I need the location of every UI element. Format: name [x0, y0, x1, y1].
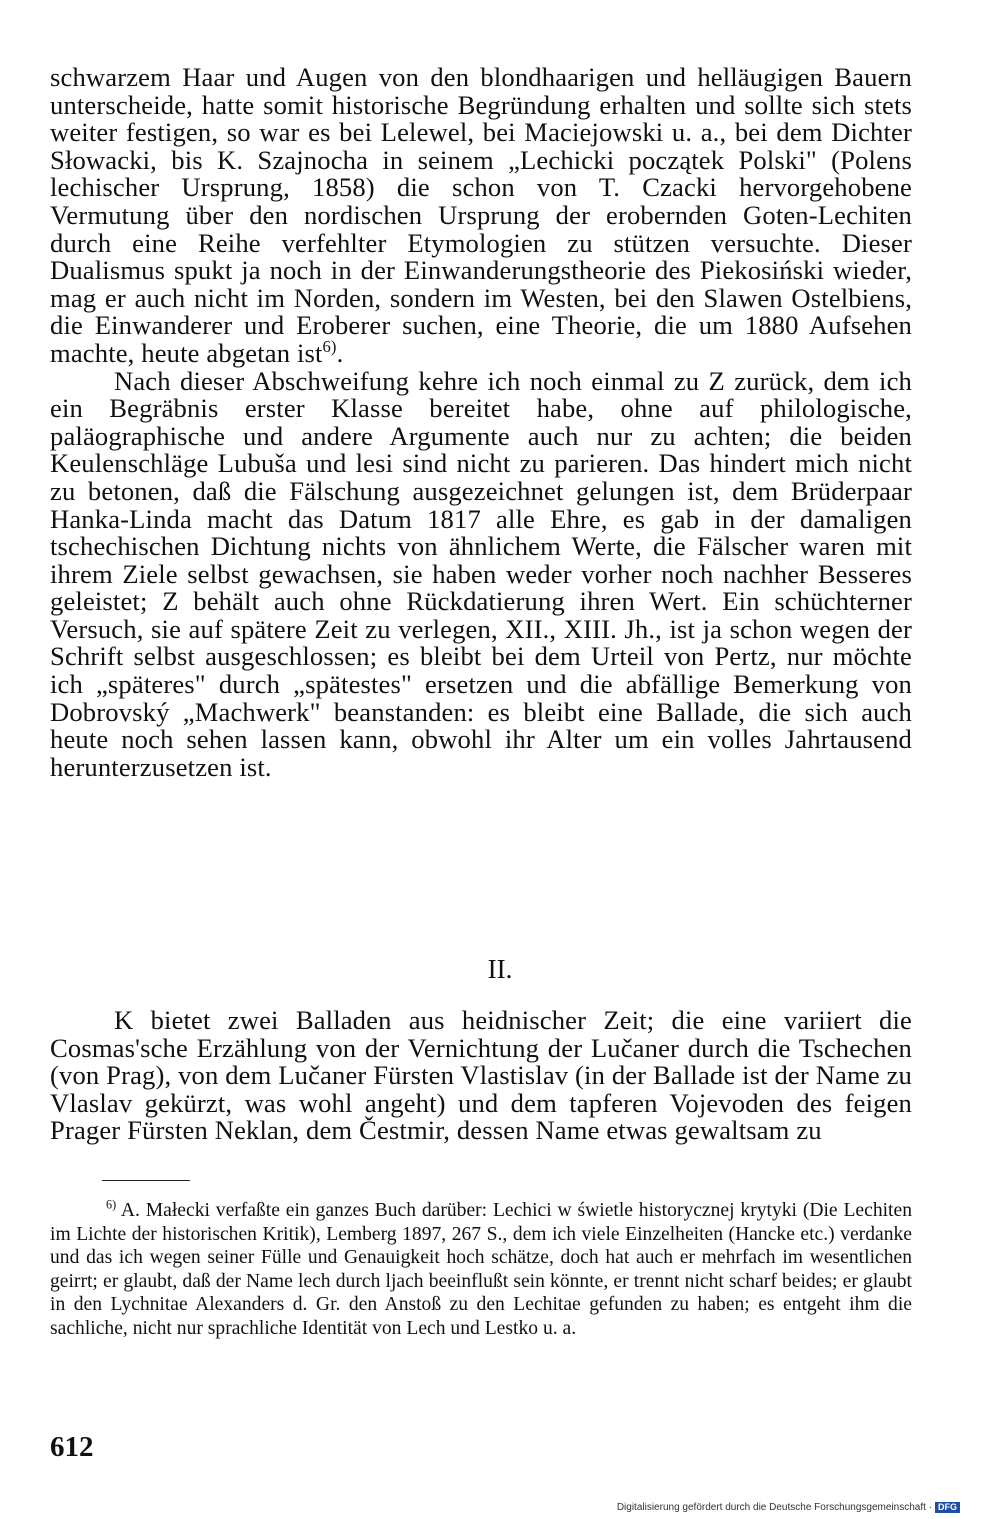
credit-text: Digitalisierung gefördert durch die Deutsche Forschungsgemeinschaft · [616, 1502, 932, 1514]
body-text-section-2 [50, 1007, 912, 1145]
paragraph-continuation [50, 64, 912, 368]
paragraph-section-2: K bietet zwei Balladen aus heidnischer Zeit; die eine variiert die Cosmas'sche Erzählung von der Vernichtung der Lučaner durch die Tschechen (von Prag), von dem Lučaner Fürsten Vlastislav (in der Ballade ist der Name zu Vlaslav gekürzt, was wohl angeht) und dem tapferen Vojevoden des feigen Prager Fürsten Neklan, dem Čestmir, dessen Name etwas gewaltsam zu [50, 1005, 912, 1146]
footnote-marker: 6) [106, 1197, 117, 1212]
footnote-text: A. Małecki verfaßte ein ganzes Buch darüber: Lechici w świetle historycznej krytyki (Die Lechiten im Lichte der historischen Kritik), Lemberg 1897, 267 S., dem ich viele Einzelheiten (Hancke etc.) verdanke und das ich wegen seiner Fülle und Genauigkeit hoch schätze, doch hat auch er mehrfach im wesentlichen geirrt; er glaubt, daß der Name lech durch ljach beeinflußt sein könnte, er trennt nicht scharf beides; er glaubt in den Lychnitae Alexanders d. Gr. den Anstoß zu den Lechitae gefunden zu haben; es entgeht ihm die sachliche, nicht nur sprachliche Identität von Lech und Lestko u. a. [50, 1200, 912, 1339]
sentence-end: . [336, 337, 344, 368]
digitization-credit [617, 1502, 960, 1514]
paragraph-continuation-text: schwarzem Haar und Augen von den blondhaarigen und helläugigen Bauern unterscheide, hatte somit historische Begründung erhalten und sollte sich stets weiter festigen, so war es bei Lelewel, bei Maciejowski u. a., bei dem Dichter Słowacki, bis K. Szajnocha in seinem „Lechicki początek Polski" (Polens lechischer Ursprung, 1858) die schon von T. Czacki hervorgehobene Vermutung über den nordischen Ursprung der erobernden Goten-Lechiten durch eine Reihe verfehlter Etymologien zu stützen versuchte. Dieser Dualismus spukt ja noch in der Einwanderungstheorie des Piekosiński wieder, mag er auch nicht im Norden, sondern im Westen, bei den Slawen Ostelbiens, die Einwanderer und Eroberer suchen, eine Theorie, die um 1880 Aufsehen machte, heute abgetan ist [50, 62, 912, 368]
paragraph-digression: Nach dieser Abschweifung kehre ich noch einmal zu Z zurück, dem ich ein Begräbnis erster Klasse bereitet habe, ohne auf philologische, paläographische und andere Argumente auch nur zu achten; die beiden Keulenschläge Lubuša und lesi sind nicht zu parieren. Das hindert mich nicht zu betonen, daß die Fälschung ausgezeichnet gelungen ist, dem Brüderpaar Hanka-Linda macht das Datum 1817 alle Ehre, es gab in der damaligen tschechischen Dichtung nichts von ähnlichem Werte, die Fälscher waren mit ihrem Ziele selbst gewachsen, sie haben weder vorher noch nachher Besseres geleistet; Z behält auch ohne Rückdatierung ihren Wert. Ein schüchterner Versuch, sie auf spätere Zeit zu verlegen, XII., XIII. Jh., ist ja schon wegen der Schrift selbst ausgeschlossen; es bleibt bei dem Urteil von Pertz, nur möchte ich „späteres" durch „spätestes" ersetzen und die abfällige Bemerkung von Dobrovský „Machwerk" beanstanden: es bleibt eine Ballade, die sich auch heute noch sehen lassen kann, obwohl ihr Alter um ein volles Jahrtausend herunterzusetzen ist. [50, 365, 912, 782]
page-number: 612 [50, 1431, 94, 1463]
footnote-divider [102, 1180, 190, 1181]
body-text-top [50, 64, 912, 781]
section-heading: II. [487, 954, 513, 984]
footnote [50, 1199, 912, 1341]
dfg-logo: DFG [935, 1502, 960, 1513]
footnote-reference[interactable]: 6) [322, 337, 337, 357]
